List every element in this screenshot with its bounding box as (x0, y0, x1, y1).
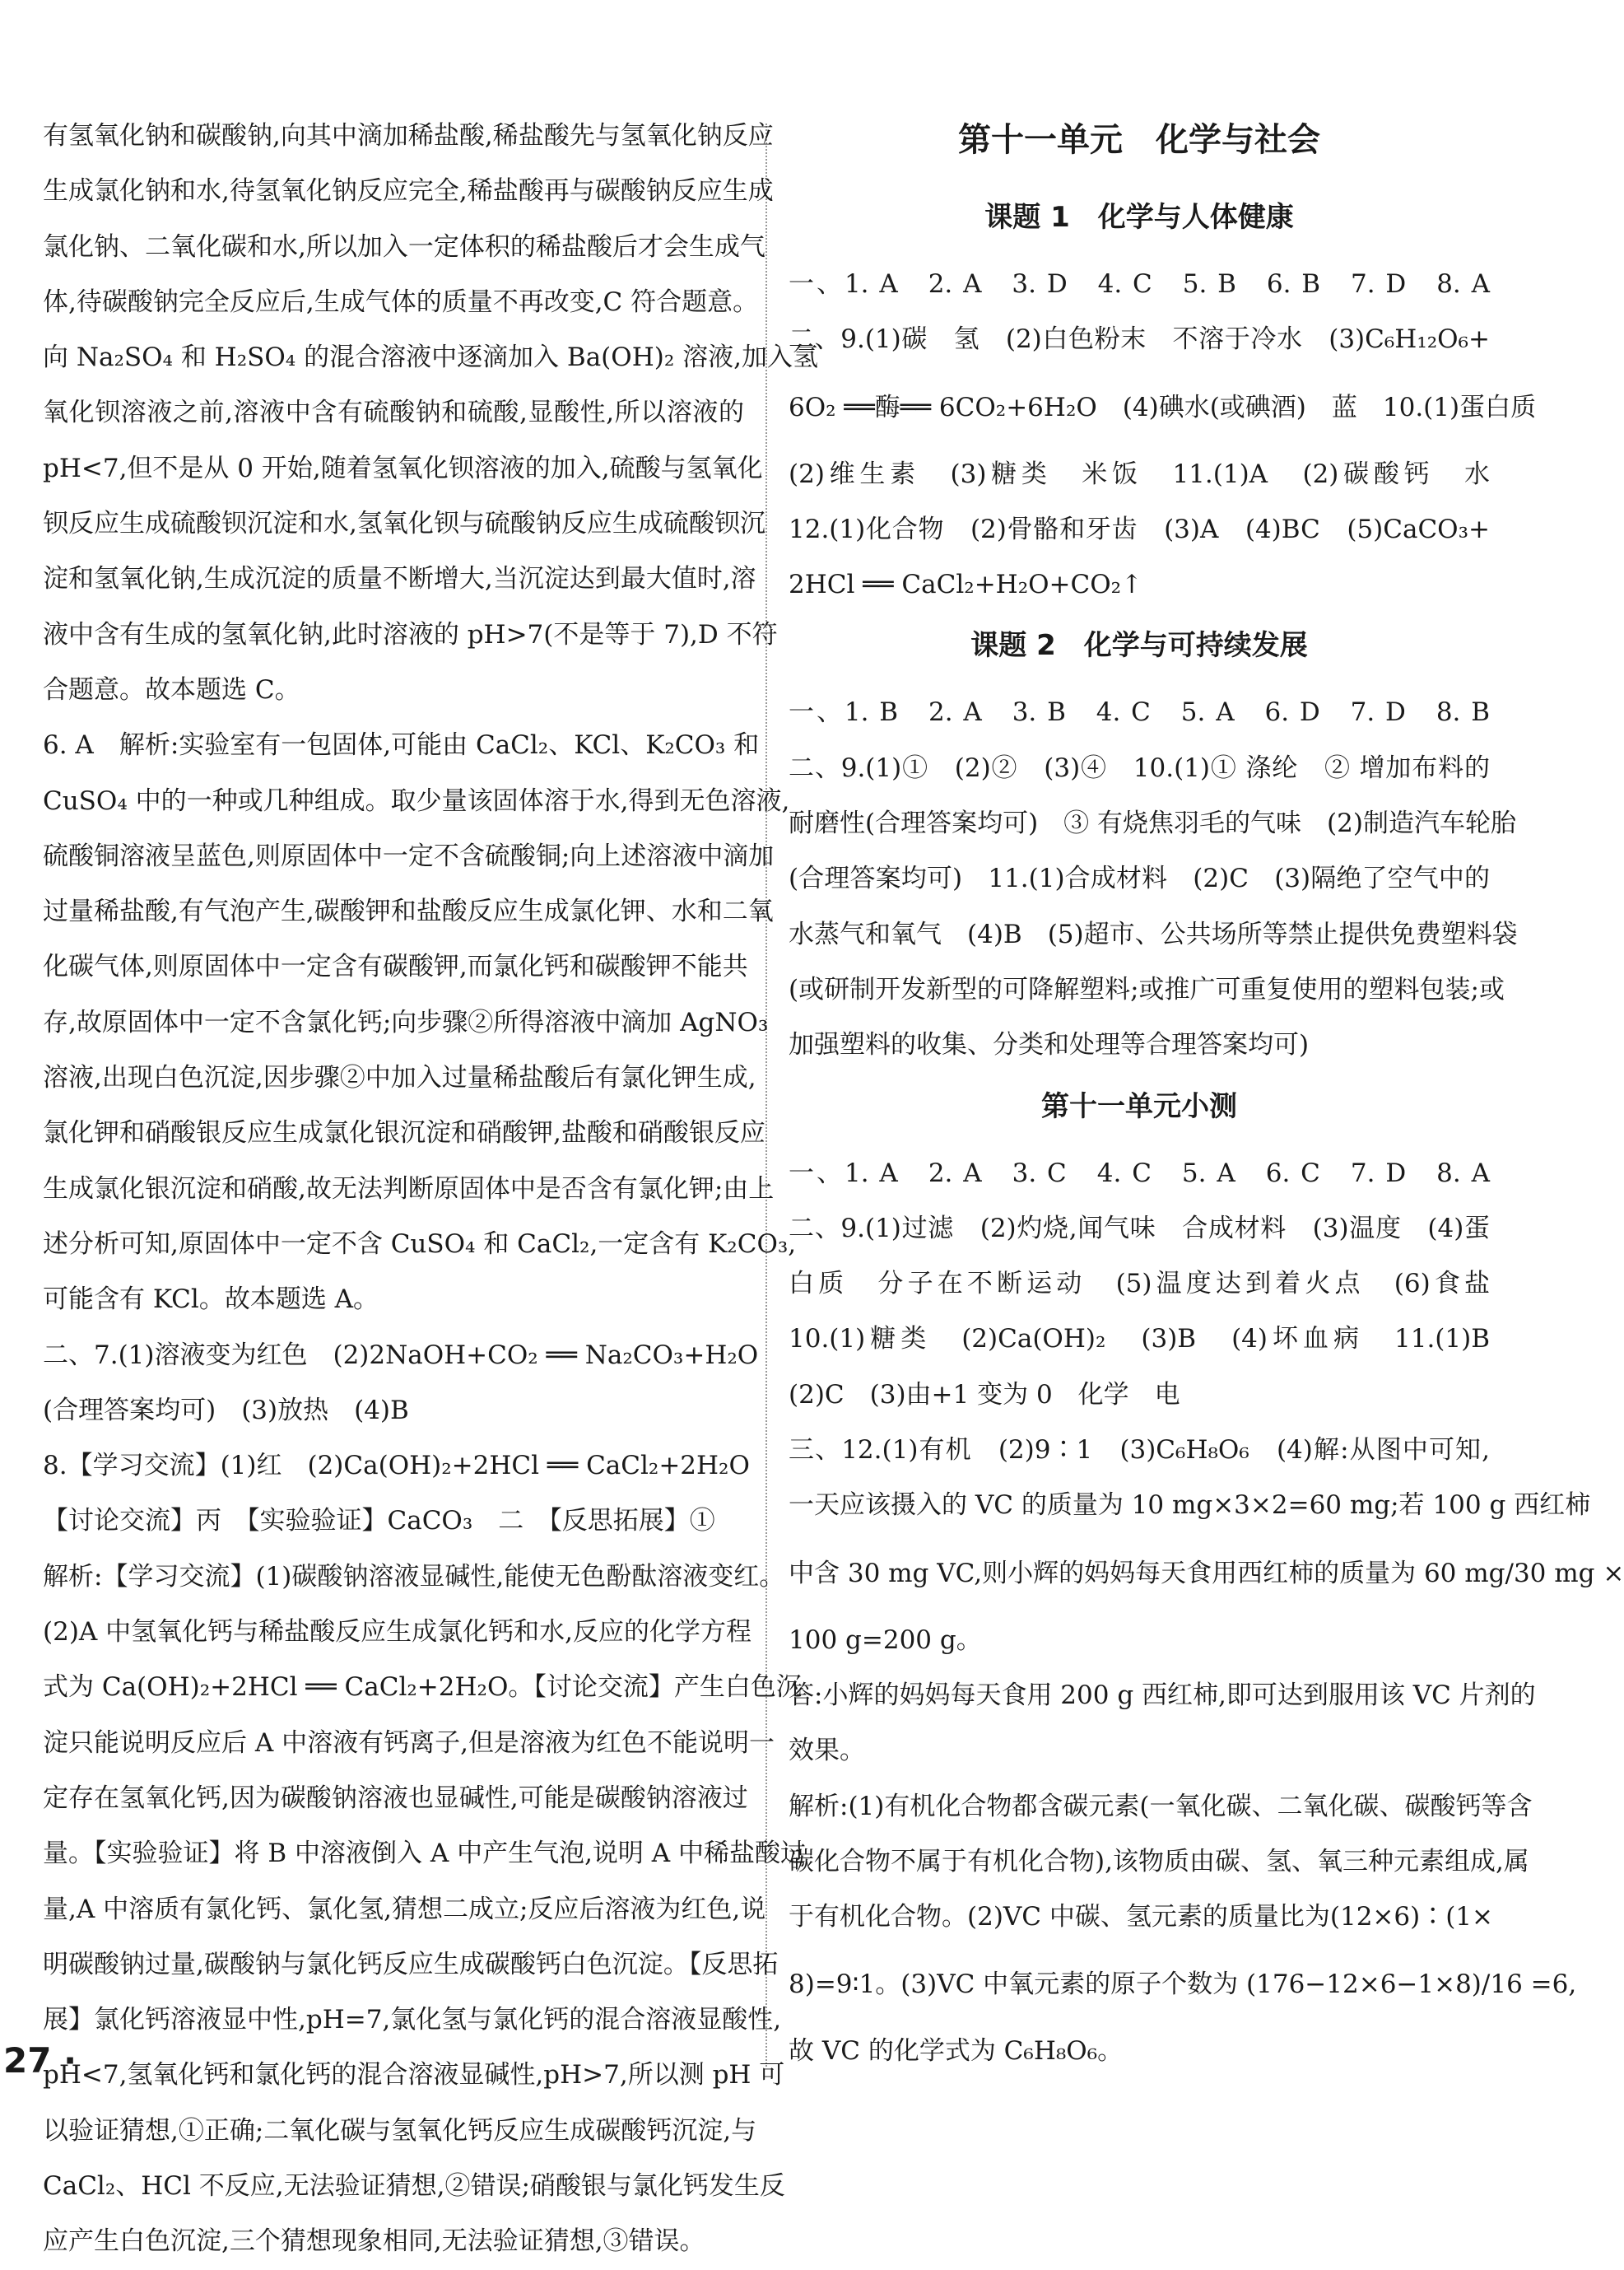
text-line: 效果。 (789, 1736, 865, 1766)
text-line: 述分析可知,原固体中一定不含 CuSO₄ 和 CaCl₂,一定含有 K₂CO₃, (43, 1228, 797, 1259)
text-line: 一、1. B 2. A 3. B 4. C 5. A 6. D 7. D 8. B (789, 697, 1490, 728)
text-line: (2)维生素 (3)糖类 米饭 11.(1)A (2)碳酸钙 水 (789, 459, 1490, 489)
text-line: 应产生白色沉淀,三个猜想现象相同,无法验证猜想,③错误。 (43, 2226, 705, 2257)
text-line: 体,待碳酸钠完全反应后,生成气体的质量不再改变,C 符合题意。 (43, 287, 759, 317)
text-line: 耐磨性(合理答案均可) ③ 有烧焦羽毛的气味 (2)制造汽车轮胎 (789, 809, 1516, 839)
right-column (789, 109, 1624, 2080)
text-line: 溶液,出现白色沉淀,因步骤②中加入过量稀盐酸后有氯化钾生成, (43, 1063, 756, 1093)
text-line: 6O₂ ══酶══ 6CO₂+6H₂O (4)碘水(或碘酒) 蓝 10.(1)蛋白质 (789, 392, 1537, 422)
text-line: 液中含有生成的氢氧化钠,此时溶液的 pH>7(不是等于 7),D 不符 (43, 619, 778, 650)
text-line: (合理答案均可) (3)放热 (4)B (43, 1395, 409, 1425)
text-line: 生成氯化钠和水,待氢氧化钠反应完全,稀盐酸再与碳酸钠反应生成 (43, 176, 774, 207)
text-line: 二、7.(1)溶液变为红色 (2)2NaOH+CO₂ ══ Na₂CO₃+H₂O (43, 1340, 759, 1370)
text-line: 答:小辉的妈妈每天食用 200 g 西红柿,即可达到服用该 VC 片剂的 (789, 1680, 1536, 1710)
text-line: 淀和氢氧化钠,生成沉淀的质量不断增大,当沉淀达到最大值时,溶 (43, 564, 756, 594)
text-line: 硫酸铜溶液呈蓝色,则原固体中一定不含硫酸铜;向上述溶液中滴加 (43, 841, 775, 871)
text-line: 淀只能说明反应后 A 中溶液有钙离子,但是溶液为红色不能说明一 (43, 1727, 775, 1758)
text-line: 10.(1)糖类 (2)Ca(OH)₂ (3)B (4)坏血病 11.(1)B (789, 1324, 1490, 1354)
text-line: 二、9.(1)① (2)② (3)④ 10.(1)① 涤纶 ② 增加布料的 (789, 753, 1490, 783)
text-line: (或研制开发新型的可降解塑料;或推广可重复使用的塑料包装;或 (789, 974, 1505, 1004)
text-line: 二、9.(1)碳 氢 (2)白色粉末 不溶于冷水 (3)C₆H₁₂O₆+ (789, 324, 1490, 355)
text-line: 解析:【学习交流】(1)碳酸钠溶液显碱性,能使无色酚酞溶液变红。 (43, 1561, 785, 1592)
text-line: 定存在氢氧化钙,因为碳酸钠溶液也显碱性,可能是碳酸钠溶液过 (43, 1783, 748, 1813)
unit-title: 第十一单元 化学与社会 (958, 121, 1320, 159)
text-line: 过量稀盐酸,有气泡产生,碳酸钾和盐酸反应生成氯化钾、水和二氧 (43, 897, 774, 927)
text-line: 化碳气体,则原固体中一定含有碳酸钾,而氯化钙和碳酸钾不能共 (43, 952, 748, 982)
text-line: 8.【学习交流】(1)红 (2)Ca(OH)₂+2HCl ══ CaCl₂+2H₂O (43, 1451, 750, 1481)
text-line: 氯化钠、二氧化碳和水,所以加入一定体积的稀盐酸后才会生成气 (43, 231, 765, 262)
text-line: 量,A 中溶质有氯化钙、氯化氢,猜想二成立;反应后溶液为红色,说 (43, 1894, 766, 1924)
text-line: CuSO₄ 中的一种或几种组成。取少量该固体溶于水,得到无色溶液, (43, 785, 790, 816)
text-line: 氧化钡溶液之前,溶液中含有硫酸钠和硫酸,显酸性,所以溶液的 (43, 398, 744, 428)
text-line: 一天应该摄入的 VC 的质量为 10 mg×3×2=60 mg;若 100 g 西红柿 (789, 1490, 1591, 1521)
text-line: 12.(1)化合物 (2)骨骼和牙齿 (3)A (4)BC (5)CaCO₃+ (789, 514, 1490, 544)
text-line: 解析:(1)有机化合物都含碳元素(一氧化碳、二氧化碳、碳酸钙等含 (789, 1791, 1533, 1821)
text-line: 合题意。故本题选 C。 (43, 674, 300, 705)
text-line: 水蒸气和氧气 (4)B (5)超市、公共场所等禁止提供免费塑料袋 (789, 919, 1518, 949)
text-line: 可能含有 KCl。故本题选 A。 (43, 1284, 379, 1315)
text-line: 量。【实验验证】将 B 中溶液倒入 A 中产生气泡,说明 A 中稀盐酸过 (43, 1839, 807, 1869)
text-line: 【讨论交流】丙 【实验验证】CaCO₃ 二 【反思拓展】① (43, 1506, 715, 1536)
text-line: 氯化钾和硝酸银反应生成氯化银沉淀和硝酸钾,盐酸和硝酸银反应 (43, 1118, 765, 1149)
text-line: pH<7,但不是从 0 开始,随着氢氧化钡溶液的加入,硫酸与氢氧化 (43, 453, 763, 483)
text-line: 以验证猜想,①正确;二氧化碳与氢氧化钙反应生成碳酸钙沉淀,与 (43, 2115, 757, 2146)
text-line: 钡反应生成硫酸钡沉淀和水,氢氧化钡与硫酸钠反应生成硫酸钡沉 (43, 509, 765, 539)
text-line: 生成氯化银沉淀和硝酸,故无法判断原固体中是否含有氯化钾;由上 (43, 1173, 775, 1204)
text-line: 2HCl ══ CaCl₂+H₂O+CO₂↑ (789, 570, 1143, 600)
text-line: (2)C (3)由+1 变为 0 化学 电 (789, 1379, 1180, 1410)
text-line: 中含 30 mg VC,则小辉的妈妈每天食用西红柿的质量为 60 mg/30 mg × (789, 1558, 1624, 1588)
text-line: 展】氯化钙溶液显中性,pH=7,氯化氢与氯化钙的混合溶液显酸性, (43, 2005, 782, 2035)
quiz-answers (789, 1146, 1624, 2080)
text-line: 加强塑料的收集、分类和处理等合理答案均可) (789, 1030, 1310, 1060)
text-line: 存,故原固体中一定不含氯化钙;向步骤②所得溶液中滴加 AgNO₃ (43, 1007, 769, 1037)
text-line: 白质 分子在不断运动 (5)温度达到着火点 (6)食盐 (789, 1269, 1490, 1299)
lesson1-answers (789, 257, 1537, 613)
left-column (43, 109, 818, 2270)
quiz-title: 第十一单元小测 (1041, 1089, 1237, 1123)
text-line: 6. A 解析:实验室有一包固体,可能由 CaCl₂、KCl、K₂CO₃ 和 (43, 730, 760, 761)
text-line: 一、1. A 2. A 3. C 4. C 5. A 6. C 7. D 8. A (789, 1158, 1490, 1188)
text-line: (2)A 中氢氧化钙与稀盐酸反应生成氯化钙和水,反应的化学方程 (43, 1617, 752, 1648)
text-line: 明碳酸钠过量,碳酸钠与氯化钙反应生成碳酸钙白色沉淀。【反思拓 (43, 1949, 779, 1979)
lesson1-title: 课题 1 化学与人体健康 (984, 201, 1294, 234)
text-line: 向 Na₂SO₄ 和 H₂SO₄ 的混合溶液中逐滴加入 Ba(OH)₂ 溶液,加入氢 (43, 343, 818, 373)
text-line: CaCl₂、HCl 不反应,无法验证猜想,②错误;硝酸银与氯化钙发生反 (43, 2170, 785, 2201)
text-line: 有氢氧化钠和碳酸钠,向其中滴加稀盐酸,稀盐酸先与氢氧化钠反应 (43, 121, 774, 151)
lesson2-title: 课题 2 化学与可持续发展 (970, 629, 1308, 663)
text-line: 8)=9∶1。(3)VC 中氧元素的原子个数为 (176−12×6−1×8)/16 =6, (789, 1969, 1577, 2000)
text-line: 二、9.(1)过滤 (2)灼烧,闻气味 合成材料 (3)温度 (4)蛋 (789, 1213, 1490, 1243)
text-line: 一、1. A 2. A 3. D 4. C 5. B 6. B 7. D 8. A (789, 269, 1490, 299)
text-line: pH<7,氢氧化钙和氯化钙的混合溶液显碱性,pH>7,所以测 pH 可 (43, 2060, 785, 2091)
text-line: 100 g=200 g。 (789, 1624, 982, 1655)
lesson2-answers (789, 685, 1518, 1073)
text-line: 于有机化合物。(2)VC 中碳、氢元素的质量比为(12×6)∶(1× (789, 1902, 1493, 1932)
text-line: 式为 Ca(OH)₂+2HCl ══ CaCl₂+2H₂O。【讨论交流】产生白色沉 (43, 1672, 802, 1703)
text-line: (合理答案均可) 11.(1)合成材料 (2)C (3)隔绝了空气中的 (789, 864, 1490, 894)
text-line: 三、12.(1)有机 (2)9∶1 (3)C₆H₈O₆ (4)解:从图中可知, (789, 1435, 1490, 1466)
text-line: 故 VC 的化学式为 C₆H₈O₆。 (789, 2036, 1124, 2067)
text-line: 碳化合物不属于有机化合物),该物质由碳、氢、氧三种元素组成,属 (789, 1846, 1529, 1876)
column-divider (765, 124, 767, 2067)
page-number: 27 · (3, 2040, 77, 2081)
